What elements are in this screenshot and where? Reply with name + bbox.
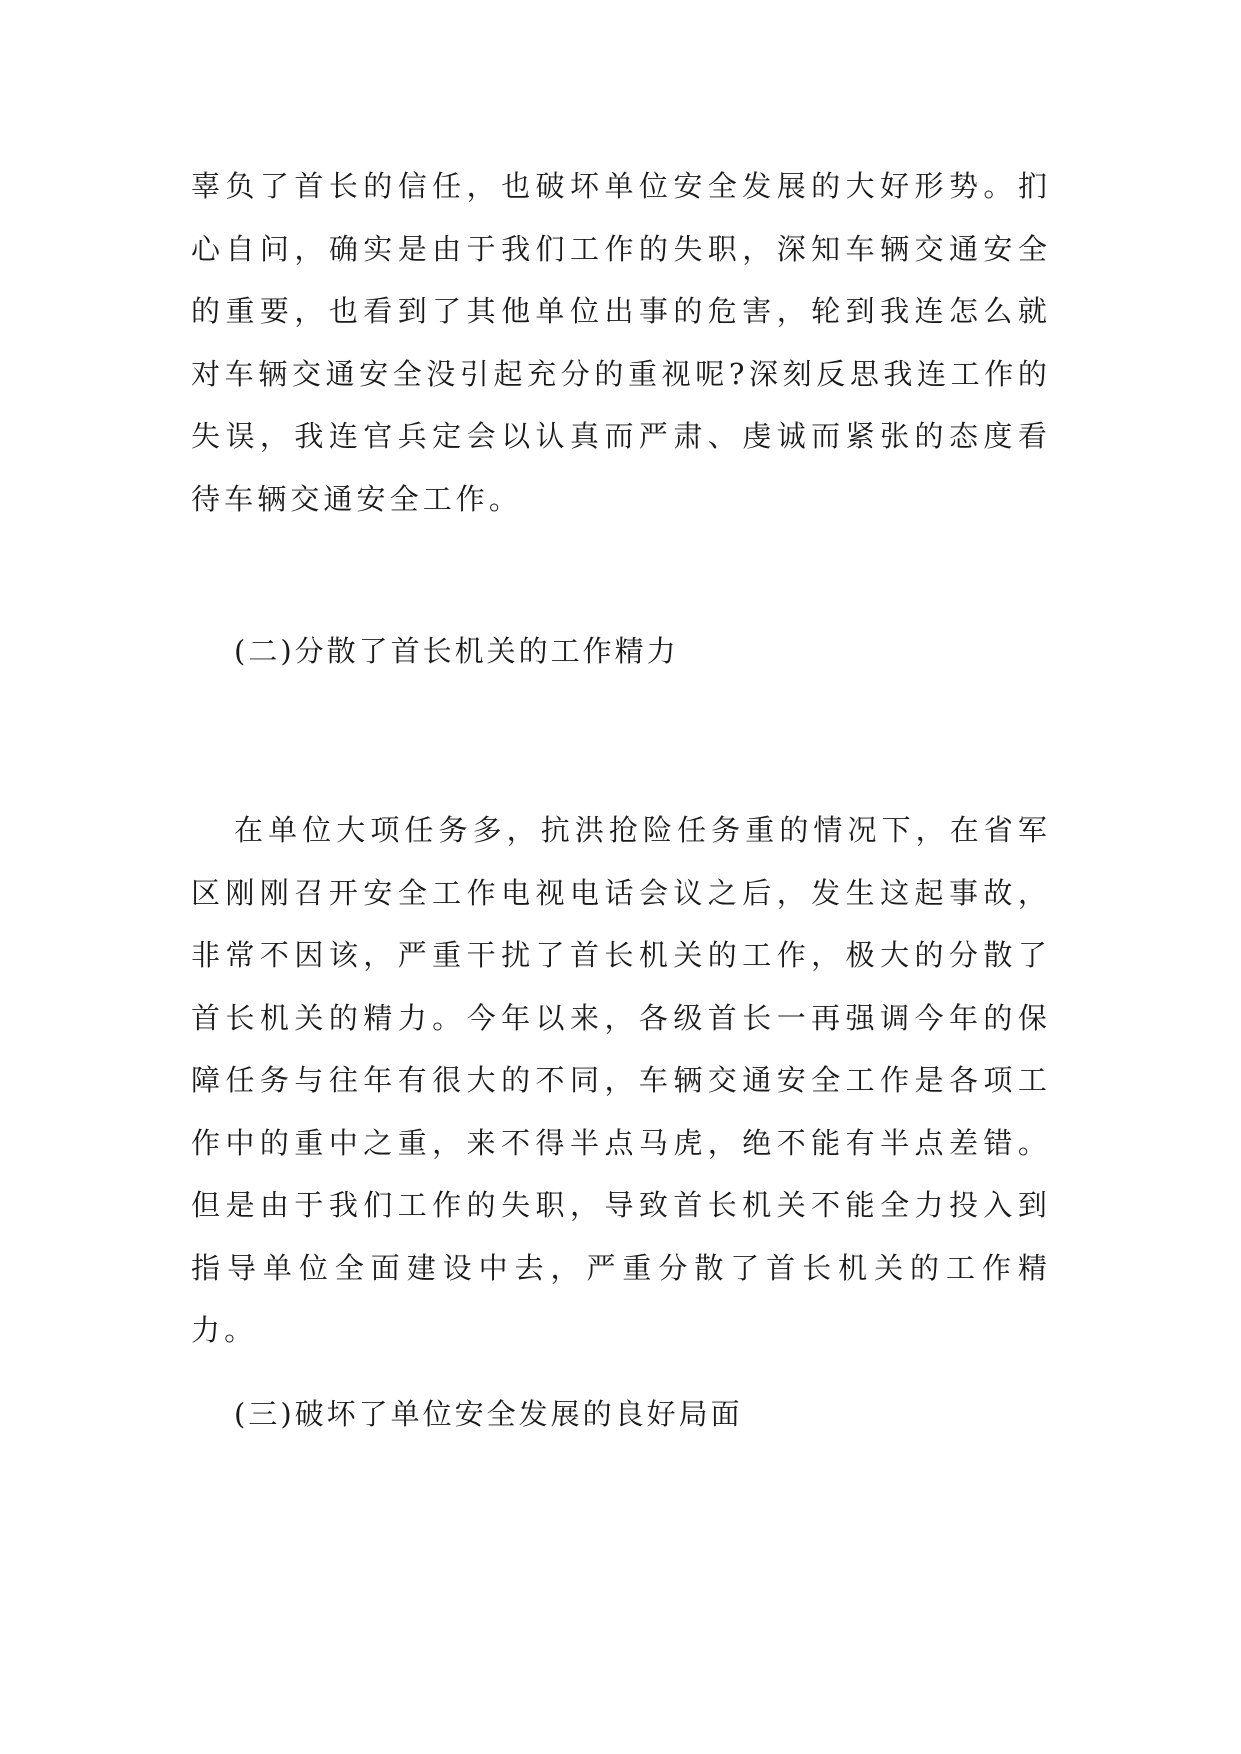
body-paragraph-continued: 辜负了首长的信任，也破坏单位安全发展的大好形势。扪心自问，确实是由于我们工作的失职，深知车辆交通安全的重要，也看到了其他单位出事的危害，轮到我连怎么就对车辆交通安全没引起充分的重视呢?深刻反思我连工作的失误，我连官兵定会以认真而严肃、虔诚而紧张的态度看待车辆交通安全工作。 (191, 169, 1051, 516)
section-heading-3: (三)破坏了单位安全发展的良好局面 (234, 1397, 743, 1431)
body-paragraph-section-2: 在单位大项任务多，抗洪抢险任务重的情况下，在省军区刚刚召开安全工作电视电话会议之后，发生这起事故，非常不因该，严重干扰了首长机关的工作，极大的分散了首长机关的精力。今年以来，各级首长一再强调今年的保障任务与往年有很大的不同，车辆交通安全工作是各项工作中的重中之重，来不得半点马虎，绝不能有半点差错。但是由于我们工作的失职，导致首长机关不能全力投入到指导单位全面建设中去，严重分散了首长机关的工作精力。 (191, 813, 1051, 1347)
section-heading-2: (二)分散了首长机关的工作精力 (234, 634, 679, 668)
